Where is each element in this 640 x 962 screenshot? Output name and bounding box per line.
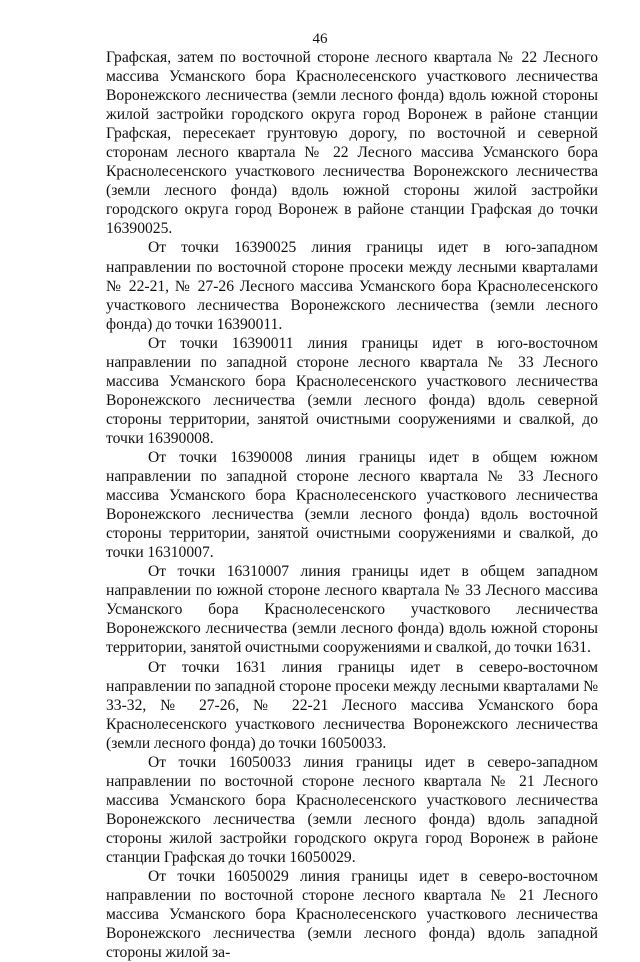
paragraph-7: От точки 16050033 линия границы идет в северо-западном направлении по восточной стороне лесного квартала № 21 Лесного массива Усманского бора Краснолесенского участкового лесничества Воронежского лесничества (земли лесного фонда) вдоль западной стороны жилой застройки городского округа город Воронеж в районе станции Графская до точки 16050029.: [106, 753, 598, 866]
document-body: [106, 48, 598, 962]
page-number: 46: [312, 31, 328, 47]
paragraph-1: Графская, затем по восточной стороне лесного квартала № 22 Лесного массива Усманского бора Краснолесенского участкового лесничества Воронежского лесничества (земли лесного фонда) вдоль южной стороны жилой застройки городского округа город Воронеж в районе станции Графская, пересекает грунтовую дорогу, по восточной и северной сторонам лесного квартала № 22 Лесного массива Усманского бора Краснолесенского участкового лесничества Воронежского лесничества (земли лесного фонда) вдоль южной стороны жилой застройки городского округа город Воронеж в районе станции Графская до точки 16390025.: [106, 49, 598, 238]
paragraph-5: От точки 16310007 линия границы идет в общем западном направлении по южной стороне лесного квартала № 33 Лесного массива Усманского бора Краснолесенского участкового лесничества Воронежского лесничества (земли лесного фонда) вдоль южной стороны территории, занятой очистными сооружениями и свалкой, до точки 1631.: [106, 563, 598, 657]
paragraph-6: От точки 1631 линия границы идет в северо-восточном направлении по западной стороне просеки между лесными кварталами № 33-32, № 27-26, № 22-21 Лесного массива Усманского бора Краснолесенского участкового лесничества Воронежского лесничества (земли лесного фонда) до точки 16050033.: [106, 658, 598, 752]
paragraph-8: От точки 16050029 линия границы идет в северо-восточном направлении по восточной стороне лесного квартала № 21 Лесного массива Усманского бора Краснолесенского участкового лесничества Воронежского лесничества (земли лесного фонда) вдоль западной стороны жилой за-: [106, 868, 598, 962]
paragraph-4: От точки 16390008 линия границы идет в общем южном направлении по западной стороне лесного квартала № 33 Лесного массива Усманского бора Краснолесенского участкового лесничества Воронежского лесничества (земли лесного фонда) вдоль восточной стороны территории, занятой очистными сооружениями и свалкой, до точки 16310007.: [106, 448, 598, 562]
paragraph-3: От точки 16390011 линия границы идет в юго-восточном направлении по западной стороне лесного квартала № 33 Лесного массива Усманского бора Краснолесенского участкового лесничества Воронежского лесничества (земли лесного фонда) вдоль северной стороны территории, занятой очистными сооружениями и свалкой, до точки 16390008.: [106, 334, 598, 447]
paragraph-2: От точки 16390025 линия границы идет в юго-западном направлении по восточной стороне просеки между лесными кварталами № 22-21, № 27-26 Лесного массива Усманского бора Краснолесенского участкового лесничества Воронежского лесничества (земли лесного фонда) до точки 16390011.: [106, 239, 598, 333]
